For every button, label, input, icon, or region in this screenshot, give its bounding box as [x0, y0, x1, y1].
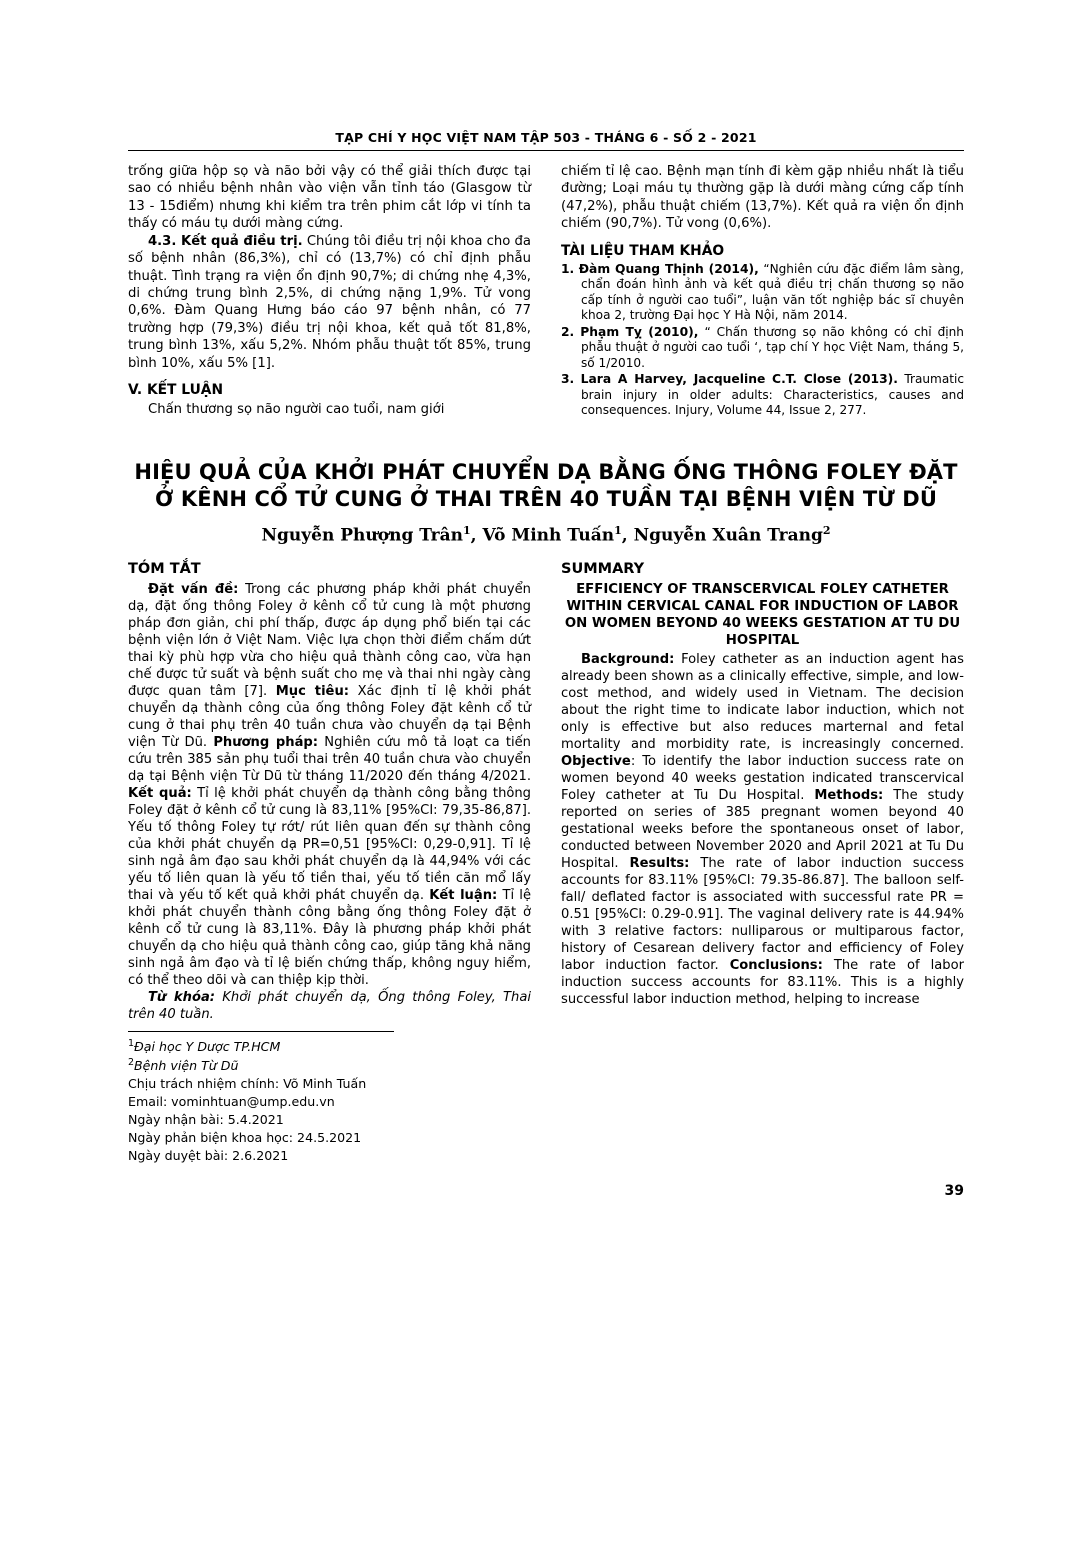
summary-lead-background: Background: — [581, 651, 675, 667]
article2 — [128, 459, 964, 1023]
abstract-lead-methods: Phương pháp: — [213, 734, 319, 750]
article1-col1-para1: trống giữa hộp sọ và não bởi vậy có thể giải thích được tại sao có nhiều bệnh nhân vào viện vẫn tỉnh táo (Glasgow từ 13 - 15điểm) nhưng khi kiểm tra trên phim cắt lớp vi tính ta thấy có máu tụ dưới màng cứng. — [128, 164, 531, 232]
keywords-line — [128, 989, 531, 1023]
summary-body — [561, 651, 964, 1008]
abstract-heading: TÓM TẮT — [128, 560, 201, 577]
abstract-lead-results: Kết quả: — [128, 785, 192, 801]
page-content — [128, 130, 964, 1199]
summary-text-objective: : To identify the labor induction success rate on women beyond 40 weeks gestation indicated transcervical Foley catheter at Tu Du Hospital. — [561, 753, 964, 803]
abstract-body — [128, 581, 531, 989]
abstract-text-methods: Nghiên cứu mô tả loạt ca tiến cứu trên 385 sản phụ tuổi thai trên 40 tuần chưa vào chuyển dạ tại Bệnh viện Từ Dũ từ tháng 11/2020 đến tháng 4/2021. — [128, 734, 531, 784]
abstract-lead-conclusion: Kết luận: — [429, 887, 498, 903]
reference-item — [561, 262, 964, 324]
summary-lead-results: Results: — [629, 855, 690, 871]
reference-item — [561, 325, 964, 371]
summary-title: EFFICIENCY OF TRANSCERVICAL FOLEY CATHETER WITHIN CERVICAL CANAL FOR INDUCTION OF LABOR ON WOMEN BEYOND 40 WEEKS GESTATION AT TU DU HOSPITAL — [564, 581, 961, 649]
article1-columns — [128, 163, 964, 419]
heading-conclusion: V. KẾT LUẬN — [128, 382, 224, 399]
abstract-lead-objective: Mục tiêu: — [275, 683, 349, 699]
summary-text-methods: The study reported on series of 385 pregnant women beyond 40 gestational weeks before the spontaneous onset of labor, conducted between November 2020 and April 2021 at Tu Du Hospital. — [561, 787, 964, 871]
abstract-text-results: Tỉ lệ khởi phát chuyển dạ thành công bằng thông Foley đặt ở kênh cổ tử cung là 83,11% [95%CI: 79,35-86,87]. Yếu tố thông Foley tự rớt/ rút liên quan đến sự thành công của khởi phát chuyển dạ PR=0,51 [95%CI: 0,29-0,91]. Tỉ lệ sinh ngả âm đạo sau khởi phát chuyển dạ là 44,94% với các yếu tố liên quan là yếu tố tiền thai, yếu tố tiền căn mổ lấy thai và yếu tố kết quả khởi phát chuyển dạ. — [128, 785, 531, 903]
abstract-text-problem: Trong các phương pháp khởi phát chuyển dạ, đặt ống thông Foley ở kênh cổ tử cung là một phương pháp đơn giản, chi phí thấp, được áp dụng phổ biến tại các bệnh viện lớn ở Việt Nam. Việc lựa chọn thời điểm chấm dứt thai kỳ phù hợp vừa cho hiệu quả thành công cao, vừa hạn chế được tử suất và bệnh suất cho mẹ và thai nhi ngày càng được quan tâm [7]. — [128, 581, 531, 699]
page-number: 39 — [944, 1182, 964, 1199]
article2-title: HIỆU QUẢ CỦA KHỞI PHÁT CHUYỂN DẠ BẰNG ỐNG THÔNG FOLEY ĐẶT Ở KÊNH CỔ TỬ CUNG Ở THAI TRÊN 40 TUẦN TẠI BỆNH VIỆN TỪ DŨ — [134, 460, 958, 511]
conclusion-text: Chấn thương sọ não người cao tuổi, nam giới — [148, 402, 445, 418]
reference-author: Đàm Quang Thịnh (2014), — [578, 261, 759, 276]
reference-text: “ Chấn thương sọ não không có chỉ định phẫu thuật ở người cao tuổi ‘, tạp chí Y học Việt Nam, tháng 5, số 1/2010. — [581, 324, 964, 370]
date-reviewed: Ngày phản biện khoa học: 24.5.2021 — [128, 1129, 362, 1145]
reference-text: “Nghiên cứu đặc điểm lâm sàng, chẩn đoán hình ảnh và kết quả điều trị chấn thương sọ não cấp tính ở người cao tuổi”, luận văn tốt nghiệp bác sĩ chuyên khoa 2, trường Đại học Y Hà Nội, năm 2014. — [581, 261, 964, 323]
footnote-divider — [128, 1031, 394, 1032]
affiliation-1 — [128, 1037, 531, 1056]
subsection-heading-4-3: 4.3. Kết quả điều trị. — [148, 233, 303, 249]
summary-heading: SUMMARY — [561, 560, 645, 577]
reference-text: Traumatic brain injury in older adults: Characteristics, causes and consequences. Injury, Volume 44, Issue 2, 277. — [581, 372, 964, 418]
article1-treatment-results-paragraph — [128, 233, 531, 372]
abstract-text-conclusion: Tỉ lệ khởi phát chuyển thành công bằng ống thông Foley đặt ở kênh cổ tử cung là 83,11%. Đây là phương pháp khởi phát chuyển dạ cho hiệu quả thành công cao, giúp tăng khả năng sinh ngả âm đạo và tỉ lệ biến chứng thấp, không nguy hiểm, có thể theo dõi và can thiệp kịp thời. — [128, 887, 532, 988]
corresponding-author: Chịu trách nhiệm chính: Võ Minh Tuấn — [128, 1076, 367, 1092]
affiliation-2 — [128, 1056, 531, 1075]
heading-references: TÀI LIỆU THAM KHẢO — [561, 242, 725, 259]
reference-number: 2. — [561, 324, 575, 339]
summary-lead-conclusions: Conclusions: — [729, 958, 823, 974]
reference-author: Lara A Harvey, Jacqueline C.T. Close (2013). — [580, 372, 898, 387]
corresponding-email: Email: vominhtuan@ump.edu.vn — [128, 1094, 335, 1110]
keywords-label: Từ khóa: — [148, 990, 216, 1005]
date-received: Ngày nhận bài: 5.4.2021 — [128, 1111, 284, 1127]
affiliation-2-text: Bệnh viện Từ Dũ — [134, 1058, 239, 1074]
affiliation-2-marker: 2 — [128, 1057, 135, 1069]
summary-lead-methods: Methods: — [814, 787, 884, 803]
footnote-block — [128, 1031, 531, 1165]
reference-number: 3. — [561, 372, 575, 387]
summary-text-background: Foley catheter as an induction agent has already been shown as a clinically effective, simple, and low-cost method, and widely used in Vietnam. The decision about the right time to indicate labor induction, which not only is effective but also reduces marternal and fetal mortality and morbidity rate, is increasingly concerned. — [561, 651, 964, 752]
keywords-text: Khởi phát chuyển dạ, Ống thông Foley, Thai trên 40 tuần. — [128, 990, 531, 1023]
article2-columns — [128, 560, 964, 1023]
reference-list — [561, 262, 964, 419]
reference-item — [561, 372, 964, 418]
abstract-lead-problem: Đặt vấn đề: — [148, 581, 239, 597]
summary-text-conclusions: The rate of labor induction success accounts for 83.11%. This is a highly successful labor induction method, helping to increase — [561, 958, 964, 1008]
abstract-text-objective: Xác định tỉ lệ khởi phát chuyển dạ thành công của ống thông Foley đặt kênh cổ tử cung ở thai phụ trên 40 tuần chưa vào chuyển dạ tại Bệnh viện Từ Dũ. — [128, 683, 531, 750]
article1-col2-para1: chiếm tỉ lệ cao. Bệnh mạn tính đi kèm gặp nhiều nhất là tiểu đường; Loại máu tụ thường gặp là dưới màng cứng cấp tính (47,2%), phẫu thuật chiếm (13,7%). Kết quả ra viện ổn định chiếm (90,7%). Tử vong (0,6%). — [561, 164, 964, 232]
subsection-4-3-text: Chúng tôi điều trị nội khoa cho đa số bệnh nhân (86,3%), chỉ có (13,7%) có chỉ định phẫu thuật. Tình trạng ra viện ổn định 90,7%; di chứng nhẹ 4,3%, di chứng trung bình 2,5%, di chứng nặng 1,9%. Tử vong 0,6%. Đàm Quang Hưng báo cáo 97 bệnh nhân, có 77 trường hợp (79,3%) điều trị nội khoa, kết quả tốt 81,8%, trung bình 13%, xấu 5,2%. Nhóm phẫu thuật tốt 85%, trung bình 10%, xấu 5% [1]. — [128, 233, 532, 371]
running-head: TẠP CHÍ Y HỌC VIỆT NAM TẬP 503 - THÁNG 6 - SỐ 2 - 2021 — [128, 130, 964, 151]
footnote-lines — [128, 1037, 531, 1165]
affiliation-1-text: Đại học Y Dược TP.HCM — [134, 1039, 281, 1055]
affiliation-1-marker: 1 — [128, 1038, 135, 1050]
article2-authors: Nguyễn Phượng Trân$^1$, Võ Minh Tuấn$^1$, Nguyễn Xuân Trang$^2$ — [261, 524, 831, 546]
reference-number: 1. — [561, 261, 575, 276]
summary-text-results: The rate of labor induction success accounts for 83.11% [95%CI: 79.35-86.87]. The balloon self-fall/ deflated factor is associated with successful rate PR = 0.51 [95%CI: 0.29-0.91]. The vaginal delivery rate is 44.94% with 3 relative factors: nulliparous or multiparous factor, history of Cesarean delivery factor and efficiency of Foley labor induction factor. — [561, 855, 964, 974]
date-accepted: Ngày duyệt bài: 2.6.2021 — [128, 1147, 289, 1163]
summary-lead-objective: Objective — [561, 753, 631, 769]
reference-author: Phạm Tỵ (2010), — [580, 324, 699, 339]
